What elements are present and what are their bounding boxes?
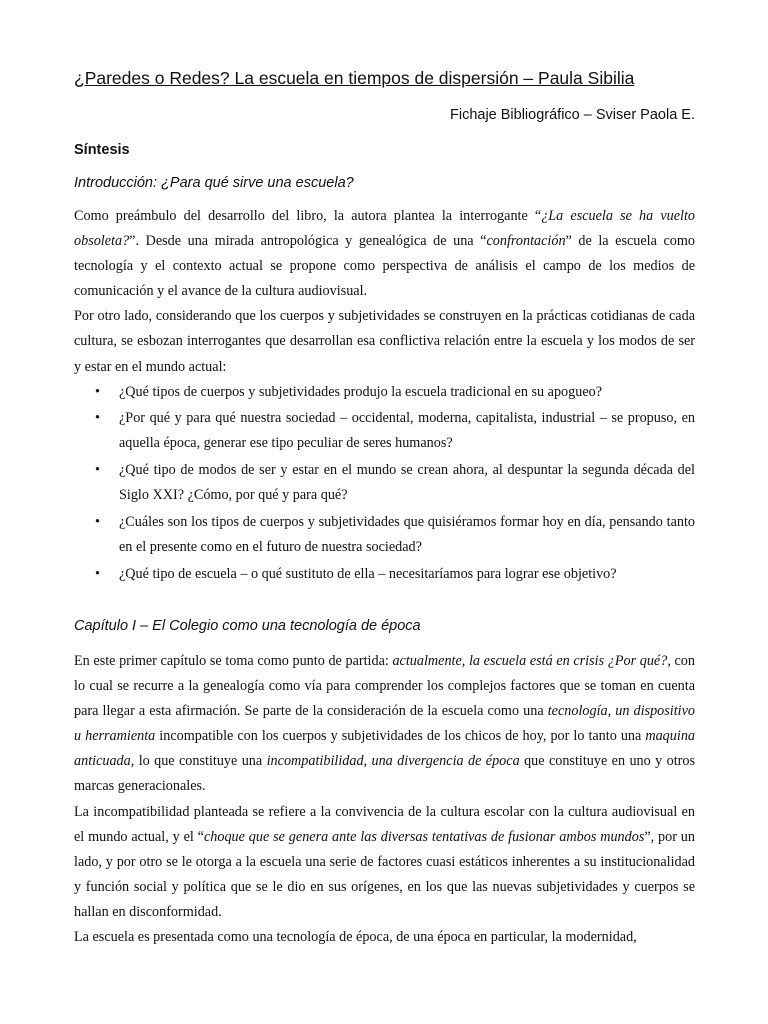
italic-run: incompatibilidad, una divergencia de época (266, 753, 520, 770)
intro-body (74, 204, 695, 588)
intro-question-list (74, 380, 695, 587)
text-run: Como preámbulo del desarrollo del libro, la autora plantea la interrogante “ (74, 208, 542, 224)
intro-paragraph-1 (74, 204, 695, 304)
italic-run: choque que se genera ante las diversas tentativas de fusionar ambos mundos (203, 828, 645, 845)
list-item: • ¿Por qué y para qué nuestra sociedad – occidental, moderna, capitalista, industrial – se propuso, en aquella época, generar ese tipo peculiar de seres humanos? (74, 406, 695, 456)
intro-heading: Introducción: ¿Para qué sirve una escuela? (74, 175, 354, 191)
chapter-1-paragraph-3: La escuela es presentada como una tecnología de época, de una época en particular, la modernidad, (74, 929, 637, 946)
text-run: que constituye en uno y otros marcas generacionales. (74, 753, 695, 795)
text-run: ” de la escuela como tecnología y el contexto actual se propone como perspectiva de análisis el campo de los medios de comunicación y el avance de la cultura audiovisual. (74, 233, 696, 300)
list-item: • ¿Cuáles son los tipos de cuerpos y subjetividades que quisiéramos formar hoy en día, pensando tanto en el presente como en el futuro de nuestra sociedad? (74, 510, 695, 560)
text-run: En este primer capítulo se toma como punto de partida: (74, 653, 393, 669)
italic-run: ¿La escuela se ha vuelto obsoleta? (74, 208, 695, 250)
text-run: ”, por un lado, y por otro se le otorga a la escuela una serie de factores cuasi estáticos inherentes a su institucionalidad y función social y política que se le dio en sus orígenes, en los que las nuevas subjetividades y cuerpos se hallan en disconformidad. (74, 828, 695, 920)
text-run: , con lo cual se recurre a la genealogía como vía para comprender los complejos factores que se toman en cuenta para llegar a esta afirmación. Se parte de la consideración de la escuela como una (74, 653, 695, 720)
text-run: incompatible con los cuerpos y subjetividades de los chicos de hoy, por lo tanto una (155, 728, 646, 745)
text-run: lo que constituye una (134, 753, 267, 770)
italic-run: tecnología, un dispositivo u herramienta (74, 703, 695, 745)
chapter-1-paragraph-1 (74, 649, 695, 800)
list-item: • ¿Qué tipo de escuela – o qué sustituto de ella – necesitaríamos para lograr ese objetivo? (74, 562, 695, 587)
section-heading-sintesis: Síntesis (74, 142, 130, 158)
italic-run: maquina anticuada, (74, 728, 695, 770)
chapter-1-heading: Capítulo I – El Colegio como una tecnología de época (74, 618, 421, 634)
chapter-1-body (74, 649, 695, 950)
text-run: La incompatibilidad planteada se refiere a la convivencia de la cultura escolar con la cultura audiovisual en el mundo actual, y el “ (74, 803, 695, 845)
document-byline: Fichaje Bibliográfico – Sviser Paola E. (449, 107, 695, 123)
chapter-1-paragraph-2 (74, 800, 695, 925)
text-run: ”. Desde una mirada antropológica y genealógica de una “ (129, 233, 487, 250)
intro-paragraph-2: Por otro lado, considerando que los cuerpos y subjetividades se construyen en la prácticas cotidianas de cada cultura, se esbozan interrogantes que desarrollan esa conflictiva relación entre la escuela y los modos de ser y estar en el mundo actual: (74, 308, 695, 375)
list-item: • ¿Qué tipo de modos de ser y estar en el mundo se crean ahora, al despuntar la segunda década del Siglo XXI? ¿Cómo, por qué y para qué? (74, 458, 695, 508)
italic-run: confrontación (486, 233, 566, 250)
italic-run: actualmente, la escuela está en crisis ¿Por qué? (392, 653, 668, 669)
list-item: • ¿Qué tipos de cuerpos y subjetividades produjo la escuela tradicional en su apogueo? (74, 380, 695, 405)
document-title: ¿Paredes o Redes? La escuela en tiempos de dispersión – Paula Sibilia (74, 68, 635, 88)
